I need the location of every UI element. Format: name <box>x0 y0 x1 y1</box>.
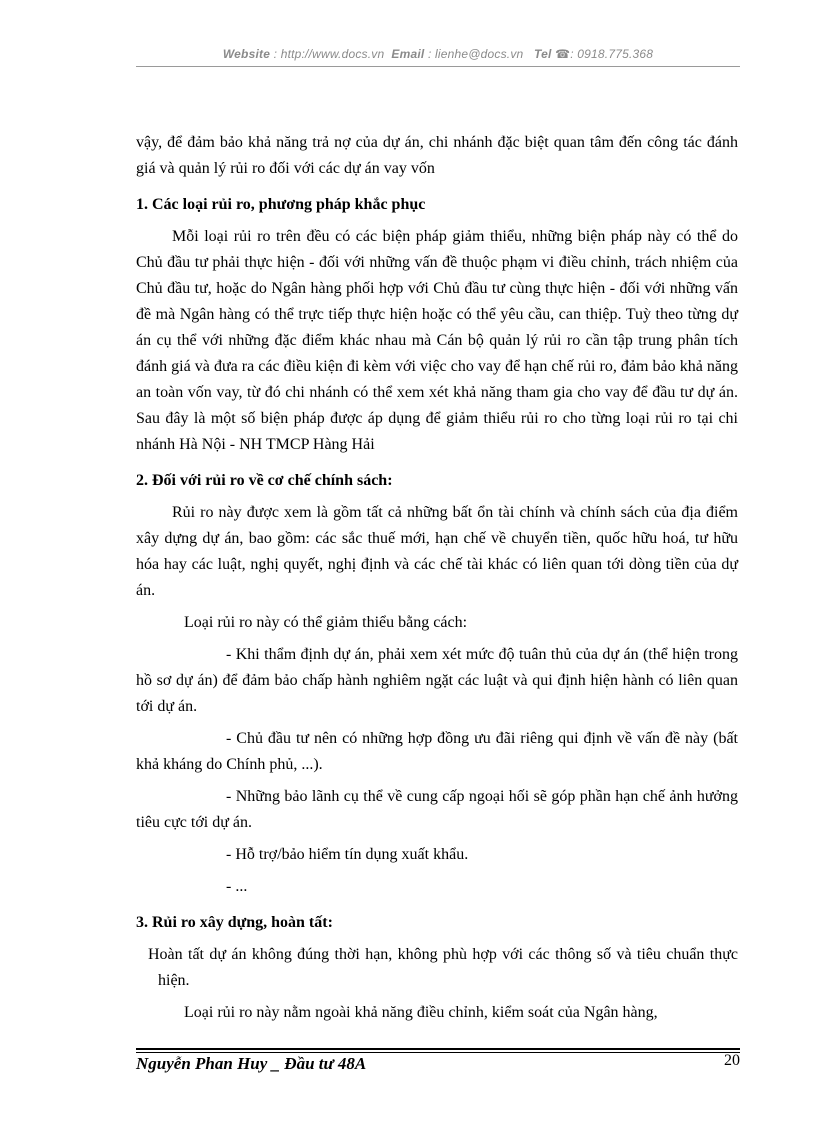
section-heading-2: 2. Đối với rủi ro về cơ chế chính sách: <box>136 472 393 489</box>
bullet-item-4: - Hỗ trợ/bảo hiểm tín dụng xuất khẩu. <box>226 846 469 863</box>
website-label: Website <box>222 47 271 61</box>
phone-icon: ☎ <box>555 47 571 61</box>
mitigation-intro: Loại rủi ro này có thể giảm thiểu bằng cách: <box>184 614 468 631</box>
section-heading-3: 3. Rủi ro xây dựng, hoàn tất: <box>136 914 333 931</box>
bullet-item-1: - Khi thẩm định dự án, phải xem xét mức độ tuân thủ của dự án (thể hiện trong hồ sơ dự án) để đảm bảo chấp hành nghiêm ngặt các luật và qui định hiện hành có liên quan tới dự án. <box>136 646 738 715</box>
page-number: 20 <box>724 1052 740 1069</box>
bullet-item-5: - ... <box>226 878 248 895</box>
header-divider <box>136 66 740 67</box>
bullet-item-2: - Chủ đầu tư nên có những hợp đồng ưu đãi riêng qui định về vấn đề này (bất khả kháng do Chính phủ, ...). <box>136 730 738 773</box>
email-value: : lienhe@docs.vn <box>427 47 524 61</box>
website-value: : http://www.docs.vn <box>273 47 385 61</box>
section-3-paragraph: Hoàn tất dự án không đúng thời hạn, không phù hợp với các thông số và tiêu chuẩn thực hiện. <box>148 946 738 989</box>
email-label: Email <box>391 47 425 61</box>
document-body <box>136 130 738 1026</box>
intro-paragraph: vậy, để đảm bảo khả năng trả nợ của dự án, chi nhánh đặc biệt quan tâm đến công tác đánh giá và quản lý rủi ro đối với các dự án vay vốn <box>136 134 738 177</box>
section-2-paragraph: Rủi ro này được xem là gồm tất cả những bất ổn tài chính và chính sách của địa điểm xây dựng dự án, bao gồm: các sắc thuế mới, hạn chế về chuyển tiền, quốc hữu hoá, tư hữu hóa hay các luật, nghị quyết, nghị định và các chế tài khác có liên quan tới dòng tiền của dự án. <box>136 504 738 599</box>
bullet-item-3: - Những bảo lãnh cụ thể về cung cấp ngoại hối sẽ góp phần hạn chế ảnh hưởng tiêu cực tới dự án. <box>136 788 738 831</box>
footer-divider-thick <box>136 1048 740 1050</box>
page-header <box>136 47 740 61</box>
footer-divider-thin <box>136 1052 740 1053</box>
section-heading-1: 1. Các loại rủi ro, phương pháp khắc phục <box>136 196 426 213</box>
section-3-continuation: Loại rủi ro này nằm ngoài khả năng điều chỉnh, kiểm soát của Ngân hàng, <box>184 1004 658 1021</box>
tel-label: Tel <box>534 47 552 61</box>
section-1-paragraph: Mỗi loại rủi ro trên đều có các biện pháp giảm thiểu, những biện pháp này có thể do Chủ đầu tư phải thực hiện - đối với những vấn đề thuộc phạm vi điều chỉnh, trách nhiệm của Chủ đầu tư, hoặc do Ngân hàng phối hợp với Chủ đầu tư cùng thực hiện - đối với những vấn đề mà Ngân hàng có thể trực tiếp thực hiện hoặc có thể yêu cầu, can thiệp. Tuỳ theo từng dự án cụ thể với những đặc điểm khác nhau mà Cán bộ quản lý rủi ro cần tập trung phân tích đánh giá và đưa ra các điều kiện đi kèm với việc cho vay để hạn chế rủi ro, đảm bảo khả năng an toàn vốn vay, từ đó chi nhánh có thể xem xét khả năng tham gia cho vay để đầu tư dự án. Sau đây là một số biện pháp được áp dụng để giảm thiểu rủi ro cho từng loại rủi ro tại chi nhánh Hà Nội - NH TMCP Hàng Hải <box>136 228 738 453</box>
tel-value: : 0918.775.368 <box>570 47 654 61</box>
footer-author: Nguyễn Phan Huy _ Đầu tư 48A <box>136 1054 367 1073</box>
